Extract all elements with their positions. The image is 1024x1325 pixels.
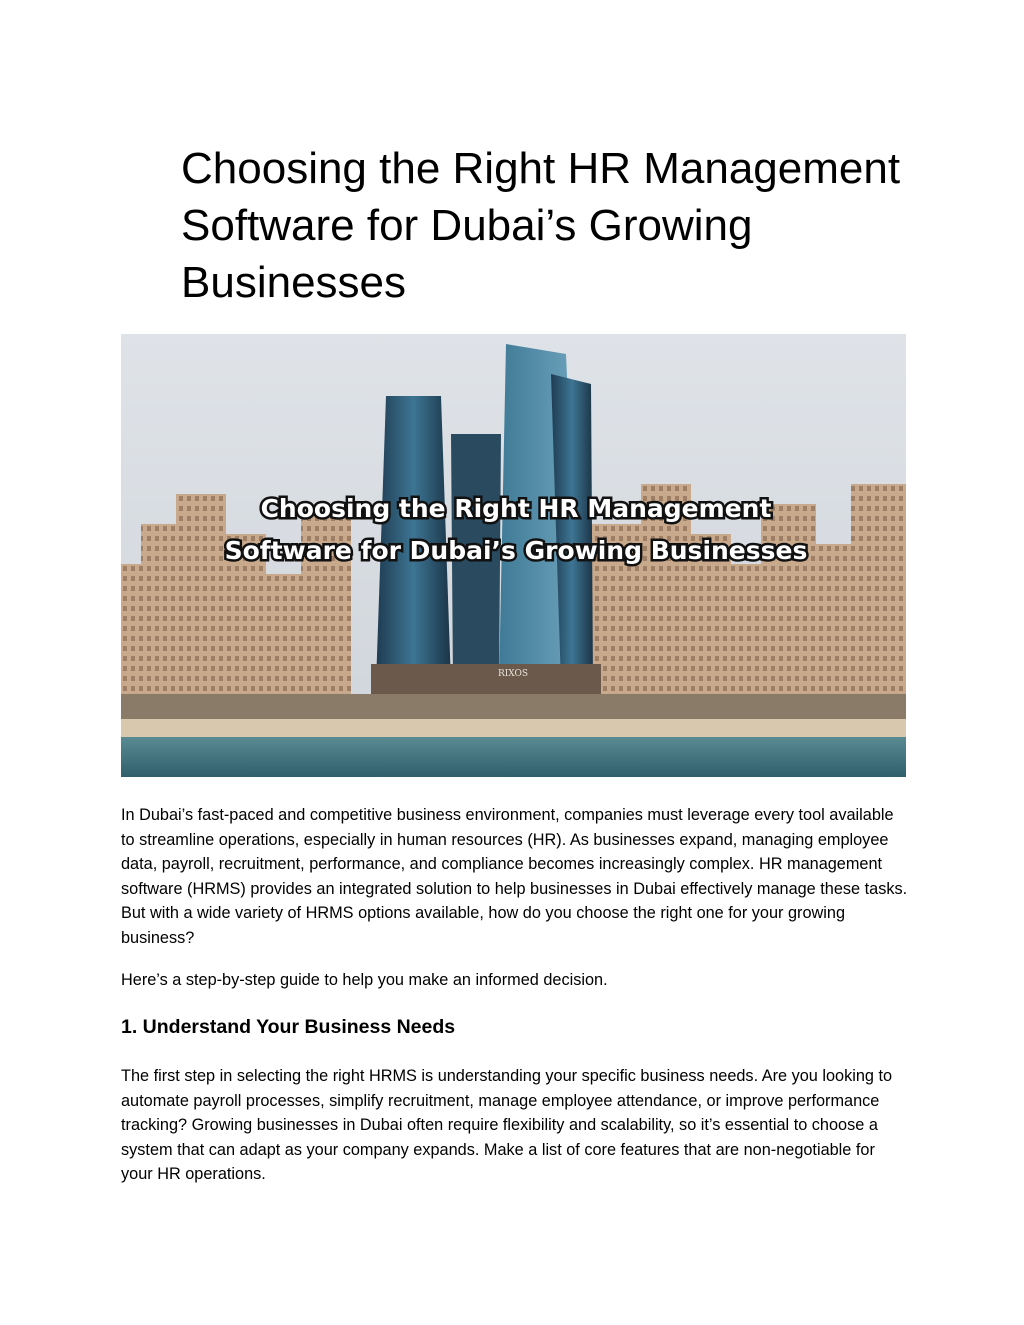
intro-paragraph: In Dubai’s fast-paced and competitive business environment, companies must leverage every tool available to streamline operations, especially in human resources (HR). As businesses expand, managing employee data, payroll, recruitment, performance, and compliance becomes increasingly complex. HR management software (HRMS) provides an integrated solution to help businesses in Dubai effectively manage these tasks. But with a wide variety of HRMS options available, how do you choose the right one for your growing business? (121, 806, 908, 947)
page-title: Choosing the Right HR Management Software for Dubai’s Growing Businesses (181, 144, 901, 307)
building-sign: RIXOS (497, 669, 529, 679)
hero-image (121, 334, 906, 777)
hero-overlay-line-2: Software for Dubai’s Growing Businesses (224, 536, 808, 565)
hero-overlay-line-1: Choosing the Right HR Management (260, 494, 772, 523)
section-paragraph: The first step in selecting the right HRMS is understanding your specific business needs. Are you looking to automate payroll processes, simplify recruitment, manage employee attendance, or improve performance tracking? Growing businesses in Dubai often require flexibility and scalability, so it’s essential to choose a system that can adapt as your company expands. Make a list of core features that are non-negotiable for your HR operations. (121, 1067, 893, 1183)
section-heading: 1. Understand Your Business Needs (121, 1016, 456, 1038)
guide-paragraph: Here’s a step-by-step guide to help you make an informed decision. (121, 971, 608, 989)
